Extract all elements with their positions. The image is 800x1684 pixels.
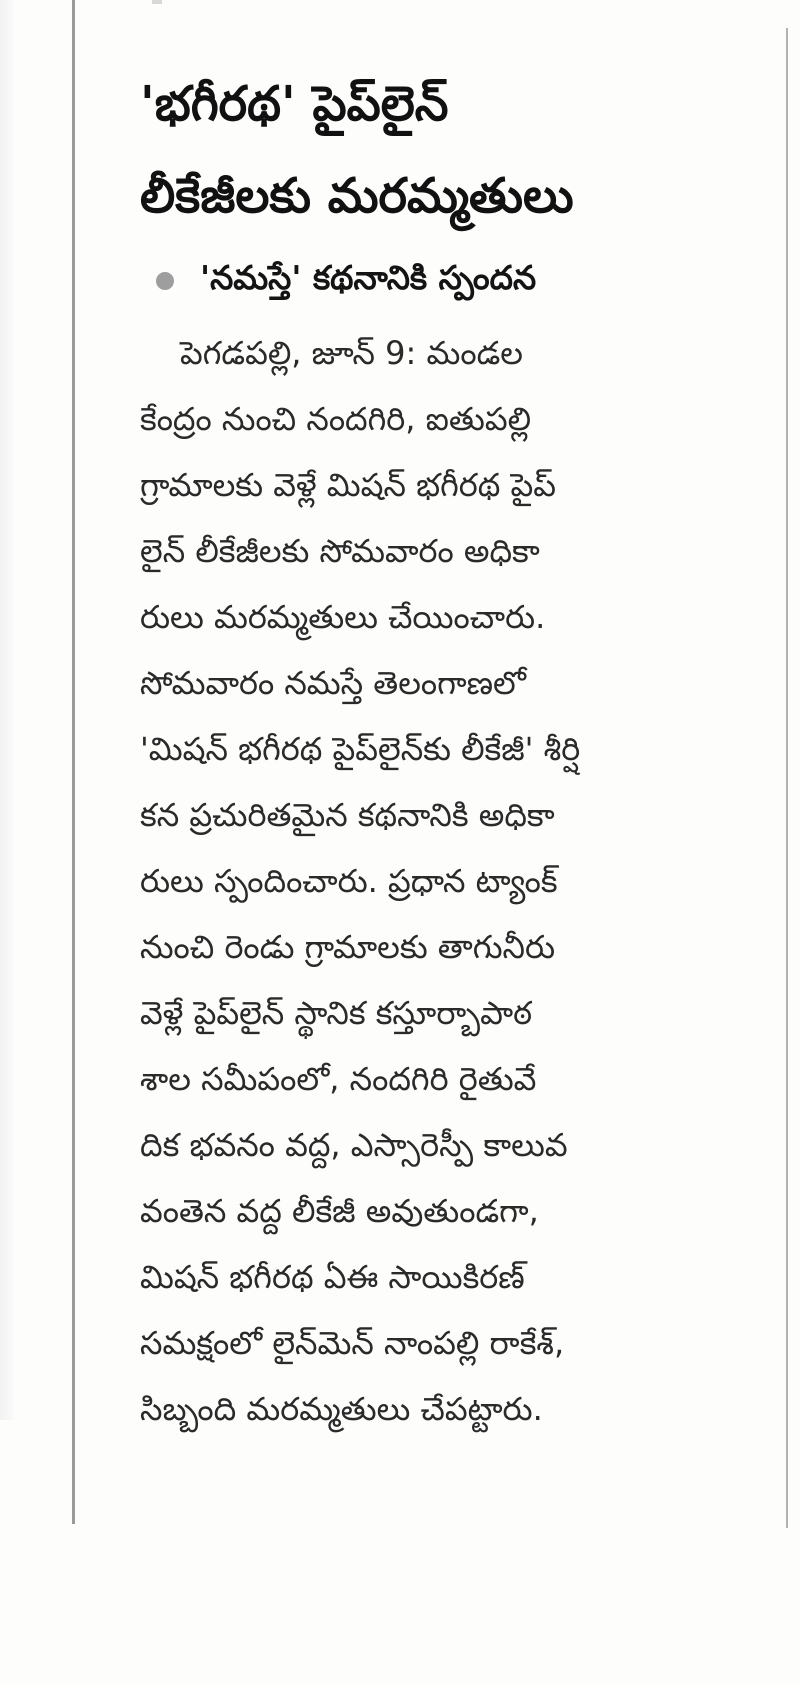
scan-edge — [0, 0, 14, 1420]
article — [140, 58, 720, 1442]
body-line: వంతెన వద్ద లీకేజీ అవుతుండగా, — [140, 1192, 539, 1230]
body-line: కన ప్రచురితమైన కథనానికి అధికా — [140, 796, 555, 834]
article-body — [140, 320, 720, 1442]
body-line: సిబ్బంది మరమ్మతులు చేపట్టారు. — [140, 1390, 543, 1428]
column-rule-right — [786, 28, 788, 1528]
body-line: సమక్షంలో లైన్‌మెన్ నాంపల్లి రాకేశ్, — [140, 1324, 565, 1362]
body-line: వెళ్లే పైప్‌లైన్ స్థానిక కస్తూర్బాపాఠ — [140, 994, 533, 1032]
scan-mark — [152, 0, 162, 4]
body-line: రులు మరమ్మతులు చేయించారు. — [140, 598, 546, 636]
headline-line-1: 'భగీరథ' పైప్‌లైన్ — [140, 76, 449, 132]
body-line: మిషన్ భగీరథ ఏఈ సాయికిరణ్ — [140, 1258, 525, 1296]
body-line: శాల సమీపంలో, నందగిరి రైతువే — [140, 1060, 537, 1098]
body-line: కేంద్రం నుంచి నందగిరి, ఐతుపల్లి — [140, 400, 532, 438]
body-line: రులు స్పందించారు. ప్రధాన ట్యాంక్ — [140, 862, 558, 900]
subheadline — [156, 252, 720, 310]
body-line: 'మిషన్ భగీరథ పైప్‌లైన్‌కు లీకేజీ' శీర్షి — [140, 730, 581, 768]
bullet-dot-icon — [156, 272, 174, 290]
body-line: గ్రామాలకు వెళ్లే మిషన్ భగీరథ పైప్ — [140, 466, 557, 504]
column-rule-left — [72, 0, 75, 1524]
headline-line-2: లీకేజీలకు మరమ్మతులు — [140, 168, 574, 224]
body-line: సోమవారం నమస్తే తెలంగాణలో — [140, 664, 526, 702]
body-line: నుంచి రెండు గ్రామాలకు తాగునీరు — [140, 928, 556, 966]
headline — [140, 58, 720, 242]
body-line: దిక భవనం వద్ద, ఎస్సారెస్పీ కాలువ — [140, 1126, 568, 1164]
body-line: పెగడపల్లి, జూన్ 9: మండల — [180, 334, 523, 372]
body-line: లైన్ లీకేజీలకు సోమవారం అధికా — [140, 532, 540, 570]
subheadline-text: 'నమస్తే' కథనానికి స్పందన — [200, 257, 537, 297]
